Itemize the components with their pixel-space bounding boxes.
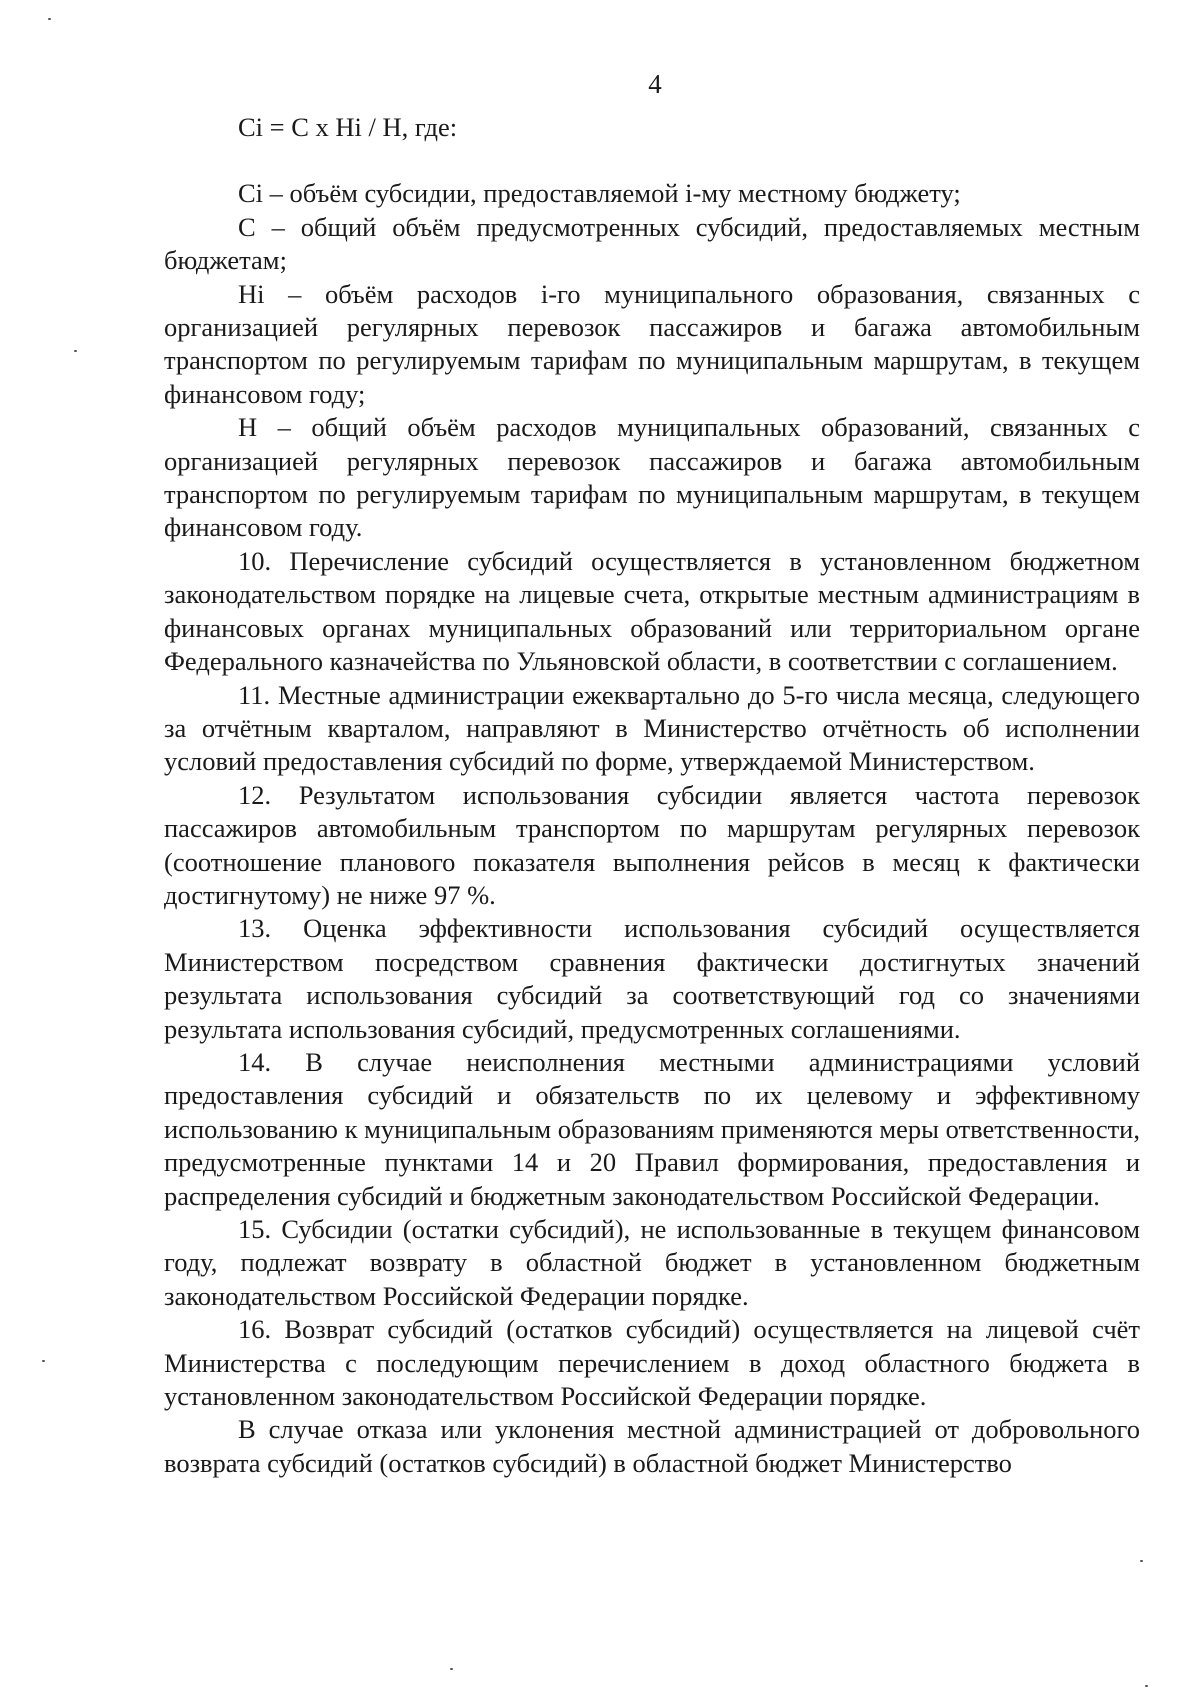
scan-speck [74, 350, 77, 352]
clause-16: 16. Возврат субсидий (остатков субсидий) осуществляется на лицевой счёт Министерства с последующим перечислением в доход областного бюджета в установленном законодательством Российской Федерации порядке. [164, 1314, 1140, 1412]
definition-h: Н – общий объём расходов муниципальных образований, связанных с организацией регулярных перевозок пассажиров и багажа автомобильным транспортом по регулируемым тарифам по муниципальным маршрутам, в текущем финансовом году. [164, 412, 1140, 543]
clause-13: 13. Оценка эффективности использования субсидий осуществляется Министерством посредством сравнения фактически достигнутых значений результата использования субсидий за соответствующий год со значениями результата использования субсидий, предусмотренных соглашениями. [164, 913, 1140, 1044]
page-number: 4 [648, 69, 662, 99]
clause-16-continuation: В случае отказа или уклонения местной администрацией от добровольного возврата субсидий (остатков субсидий) в областной бюджет Министерство [164, 1414, 1140, 1478]
clause-14: 14. В случае неисполнения местными администрациями условий предоставления субсидий и обязательств по их целевому и эффективному использованию к муниципальным образованиям применяются меры ответственности, предусмотренные пунктами 14 и 20 Правил формирования, предоставления и распределения субсидий и бюджетным законодательством Российской Федерации. [164, 1046, 1140, 1211]
clause-11: 11. Местные администрации ежеквартально до 5-го числа месяца, следующего за отчётным кварталом, направляют в Министерство отчётность об исполнении условий предоставления субсидий по форме, утверждаемой Министерством. [164, 679, 1140, 777]
scan-speck [48, 18, 51, 20]
scan-speck [1140, 1560, 1143, 1562]
document-body [164, 111, 1140, 1480]
definition-c: С – общий объём предусмотренных субсидий, предоставляемых местным бюджетам; [164, 211, 1140, 276]
scan-speck [450, 1668, 453, 1670]
scan-speck [42, 1360, 45, 1362]
clause-10: 10. Перечисление субсидий осуществляется в установленном бюджетном законодательством порядке на лицевые счета, открытые местным администрациям в финансовых органах муниципальных образований или территориальном органе Федерального казначейства по Ульяновской области, в соответствии с соглашением. [164, 545, 1140, 677]
clause-12: 12. Результатом использования субсидии является частота перевозок пассажиров автомобильным транспортом по маршрутам регулярных перевозок (соотношение планового показателя выполнения рейсов в месяц к фактически достигнутому) не ниже 97 %. [164, 779, 1140, 910]
clause-15: 15. Субсидии (остатки субсидий), не использованные в текущем финансовом году, подлежат возврату в областной бюджет в установленном бюджетным законодательством Российской Федерации порядке. [164, 1214, 1140, 1311]
scan-speck [1145, 1685, 1148, 1687]
definition-hi: Hi – объём расходов i-го муниципального образования, связанных с организацией регулярных перевозок пассажиров и багажа автомобильным транспортом по регулируемым тарифам по муниципальным маршрутам, в текущем финансовом году; [164, 278, 1140, 409]
definition-ci: Ci – объём субсидии, предоставляемой i-му местному бюджету; [238, 178, 961, 209]
subsidy-formula: Ci = C x Hi / H, где: [238, 112, 458, 142]
